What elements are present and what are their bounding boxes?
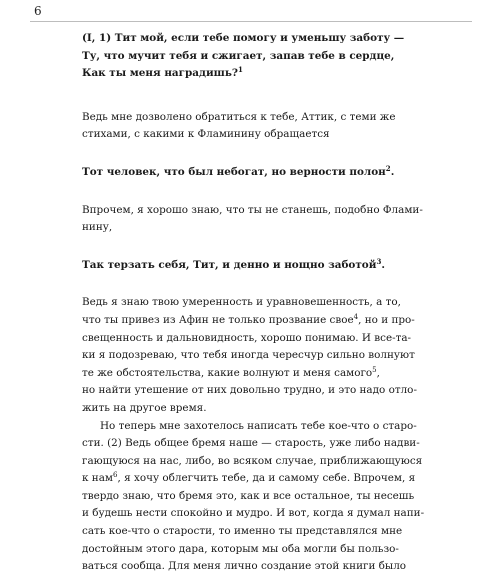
verse-end: . bbox=[381, 258, 385, 271]
verse-line bbox=[82, 65, 472, 83]
verse-line: Ту, что мучит тебя и сжигает, запав тебе в сердце, bbox=[82, 49, 395, 62]
verse-line: (I, 1) Тит мой, если тебе помогу и уменьшу заботу — bbox=[82, 32, 405, 44]
text-line: Ведь я знаю твою умеренность и уравновешенность, а то, bbox=[82, 296, 401, 309]
footnote-ref-1: 1 bbox=[237, 65, 243, 75]
paragraph-3 bbox=[82, 294, 472, 417]
text-run: , bbox=[376, 366, 380, 379]
text-run: , но и про- bbox=[358, 313, 415, 326]
text-line: сать кое-что о старости, то именно ты представлялся мне bbox=[82, 525, 403, 538]
footnote-ref-6: 6 bbox=[113, 470, 118, 480]
text-line: ки я подозреваю, что тебя иногда чересчур сильно волнуют bbox=[82, 349, 415, 362]
text-line: но найти утешение от них довольно трудно, и это надо отло- bbox=[82, 384, 417, 397]
verse-quote-2 bbox=[82, 164, 472, 182]
text-line: достойным этого дара, которым мы оба могли бы пользо- bbox=[82, 542, 399, 555]
text-line: и будешь нести спокойно и мудро. И вот, когда я думал напи- bbox=[82, 507, 425, 520]
text-line: гающуюся на нас, либо, во всяком случае, приближающуюся bbox=[82, 454, 423, 467]
text-line: стихами, с какими к Фламинину обращается bbox=[82, 128, 330, 141]
text-line: Ведь мне дозволено обратиться к тебе, Аттик, с теми же bbox=[82, 110, 396, 123]
verse-text: Как ты меня наградишь? bbox=[82, 67, 238, 80]
text-line: сти. (2) Ведь общее бремя наше — старость, уже либо надви- bbox=[82, 437, 420, 450]
footnote-ref-4: 4 bbox=[353, 312, 359, 322]
verse-quote-3 bbox=[82, 257, 472, 275]
page-number: 6 bbox=[34, 4, 42, 18]
verse-end: . bbox=[390, 165, 395, 178]
text-run: что ты привез из Афин не только прозвание свое bbox=[82, 313, 354, 326]
text-line: ваться сообща. Для меня лично создание этой книги было bbox=[82, 560, 407, 573]
footnote-ref-3: 3 bbox=[376, 256, 382, 266]
paragraph-1 bbox=[82, 109, 472, 144]
header-rule bbox=[30, 21, 472, 22]
text-run: те же обстоятельства, какие волнуют и меня самого bbox=[82, 366, 373, 379]
text-line bbox=[82, 312, 472, 330]
text-run: , я хочу облегчить тебе, да и самому себе. Впрочем, я bbox=[117, 472, 416, 485]
paragraph-4 bbox=[82, 418, 472, 576]
text-line: твердо знаю, что бремя это, как и все остальное, ты несешь bbox=[82, 489, 415, 502]
text-line: нину, bbox=[82, 221, 113, 234]
text-line: жить на другое время. bbox=[82, 401, 207, 414]
verse-quote-1 bbox=[82, 30, 472, 83]
text-line: Впрочем, я хорошо знаю, что ты не станешь, подобно Флами- bbox=[82, 203, 423, 216]
text-line: свещенность и дальновидность, хорошо понимаю. И все-та- bbox=[82, 331, 412, 344]
text-line bbox=[82, 365, 472, 383]
verse-text: Тот человек, что был небогат, но верности полон bbox=[82, 165, 386, 178]
footnote-ref-5: 5 bbox=[372, 364, 377, 374]
page-content bbox=[82, 30, 472, 576]
text-line bbox=[82, 470, 472, 488]
footnote-ref-2: 2 bbox=[385, 164, 391, 174]
text-run: к нам bbox=[82, 472, 113, 485]
verse-text: Так терзать себя, Тит, и денно и нощно заботой bbox=[82, 258, 377, 271]
paragraph-2 bbox=[82, 202, 472, 237]
text-line: Но теперь мне захотелось написать тебе кое-что о старо- bbox=[100, 419, 417, 432]
